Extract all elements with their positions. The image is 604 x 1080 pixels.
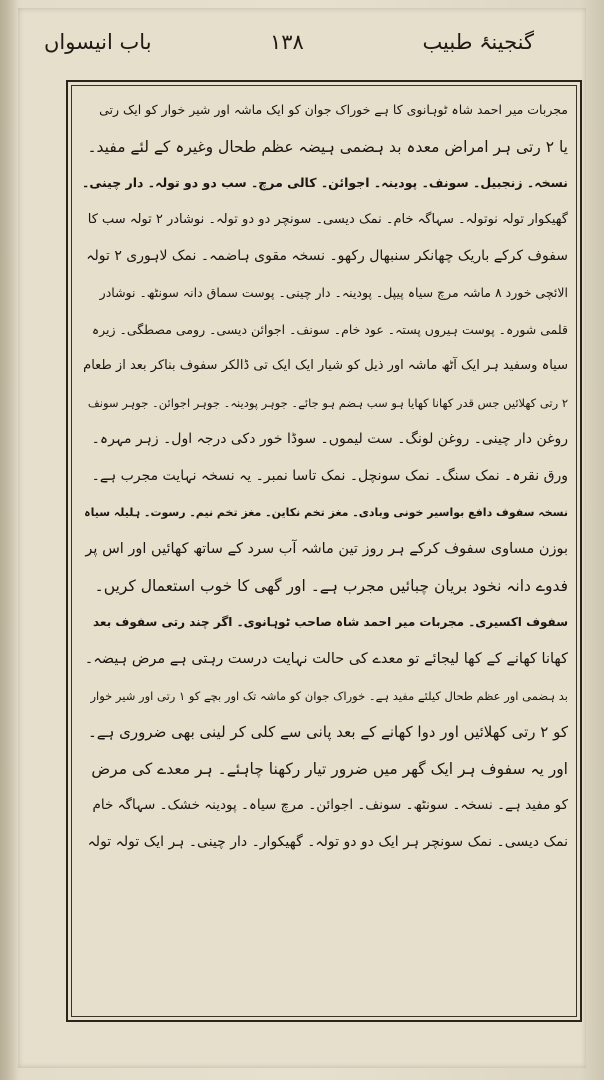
text-line: سفوف اکسیری۔ مجربات میر احمد شاہ صاحب ٹوہانوی۔ اگر چند رتی سفوف بعد [93,615,568,630]
text-line: الائچی خورد ۸ ماشہ مرچ سیاہ پیپل۔ پودینہ۔ دار چینی۔ پوست سماق دانہ سونٹھ۔ نوشادر [99,284,568,300]
text-line: نمک دیسی۔ نمک سونچر ہر ایک دو دو تولہ۔ گھیکوار۔ دار چینی۔ ہر ایک تولہ تولہ [87,833,568,850]
text-line: کھانا کھانے کے کھا لیجائے تو معدے کی حالت نہایت درست رہتی ہے مرض ہیضہ۔ [84,650,568,667]
text-line: ورق نقرہ۔ نمک سنگ۔ نمک سونچل۔ نمک تاسا نمبر۔ یہ نسخہ نہایت مجرب ہے۔ [91,467,568,484]
text-line: سیاہ وسفید ہر ایک آٹھ ماشہ اور ذیل کو شیار ایک ایک تی ڈالکر سفوف بناکر بعد از طعام [83,358,568,374]
text-line: فدوے دانہ نخود بریان چبائیں مجرب ہے۔ اور گھی کا خوب استعمال کریں۔ [94,576,568,595]
text-frame [66,80,582,1022]
page-header [30,30,574,70]
text-line: قلمی شورہ۔ پوست ہیروں پستہ۔ عود خام۔ سونف۔ اجوائن دیسی۔ رومی مصطگی۔ زیرہ [91,321,568,337]
book-spine-shadow [0,0,18,1080]
text-line: کو مفید ہے۔ نسخہ۔ سونٹھ۔ سونف۔ اجوائن۔ مرچ سیاہ۔ پودینہ خشک۔ سہاگہ خام [92,797,568,814]
text-line: گھیکوار تولہ نوتولہ۔ سہاگہ خام۔ نمک دیسی۔ سونچر دو دو تولہ۔ نوشادر ۲ تولہ سب کا [87,211,568,227]
text-line: یا ۲ رتی ہر امراض معدہ بد ہضمی ہیضہ عظم طحال وغیرہ کے لئے مفید۔ [87,137,568,156]
chapter-label: باب انیسواں [44,30,152,54]
text-line: بوزن مساوی سفوف کرکے ہر روز تین ماشہ آب سرد کے ساتھ کھائیں اور اس پر [85,541,568,558]
text-line: روغن دار چینی۔ روغن لونگ۔ ست لیموں۔ سوڈا خور دکی درجہ اول۔ زہر مہرہ۔ [91,431,568,448]
text-line: سفوف کرکے باریک چھانکر سنبھال رکھو۔ نسخہ مقوی ہاضمہ۔ نمک لاہوری ۲ تولہ [86,248,568,265]
text-line: مجربات میر احمد شاہ ٹوہانوی کا ہے خوراک جوان کو ایک ماشہ اور شیر خوار کو ایک رتی [99,102,568,117]
text-line: ۲ رتی کھلائیں جس قدر کھانا کھایا ہو سب ہضم ہو جائے۔ جوہر پودینہ۔ جوہر اجوائن۔ جوہر سونف [87,395,568,410]
text-line: اور یہ سفوف ہر ایک گھر میں ضرور تیار رکھنا چاہئے۔ ہر معدے کی مرض [91,759,568,778]
text-line: کو ۲ رتی کھلائیں اور دوا کھانے کے بعد پانی سے کلی کر لینی بھی ضروری ہے۔ [88,723,568,742]
running-title: گنجینۂ طبیب [422,30,534,54]
text-line: بد ہضمی اور عظم طحال کیلئے مفید ہے۔ خوراک جوان کو ماشہ تک اور بچے کو ۱ رتی اور شیر خوار [90,688,568,703]
text-line: نسخہ۔ زنجبیل۔ سونف۔ پودینہ۔ اجوائن۔ کالی مرچ۔ سب دو دو تولہ۔ دار چینی۔ [82,175,568,191]
text-line: نسخہ سفوف دافع بواسیر خونی وبادی۔ مغز تخم نکاین۔ مغز تخم نیم۔ رسوت۔ ہلیلہ سیاہ [84,505,568,519]
body-text [82,92,568,860]
page-number: ۱۳۸ [270,30,304,54]
book-page [18,8,586,1068]
